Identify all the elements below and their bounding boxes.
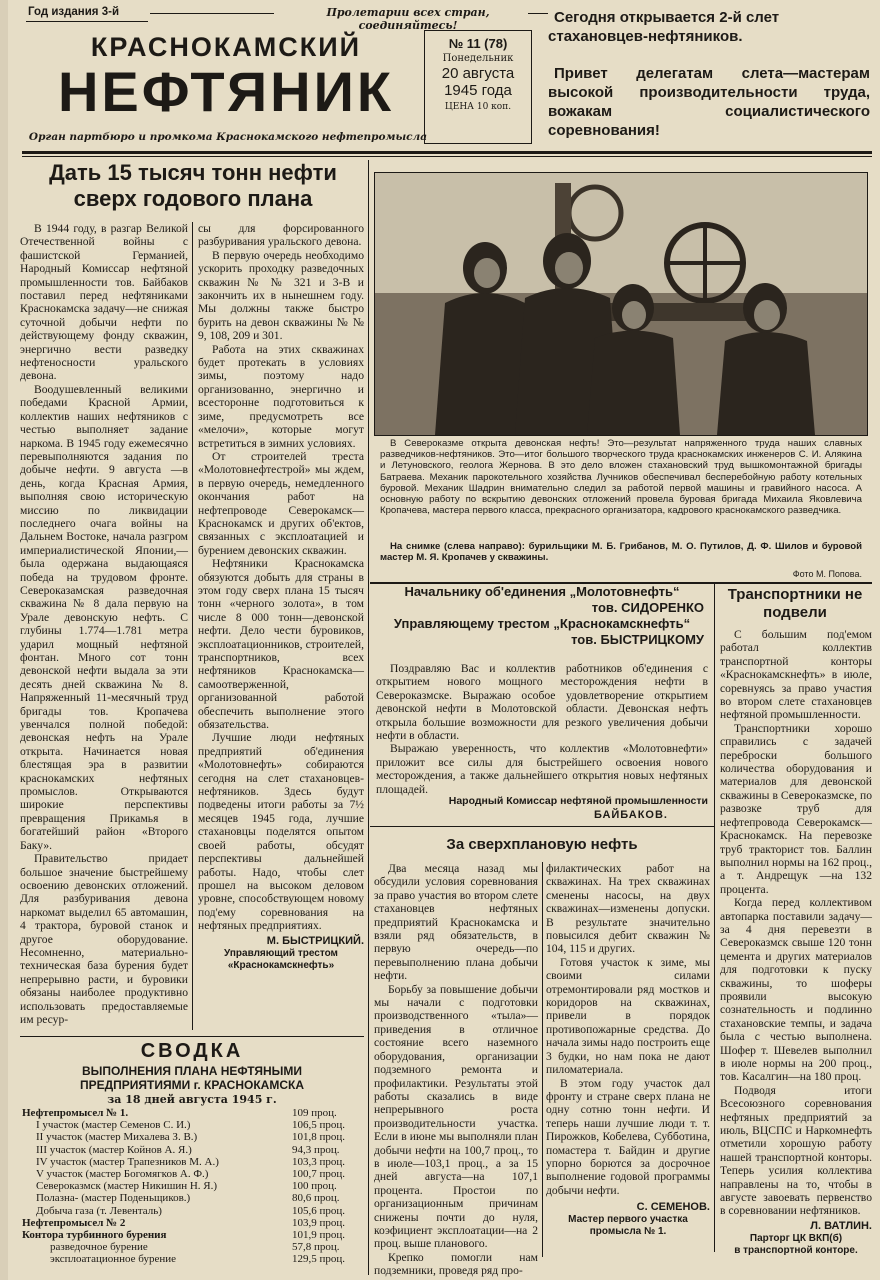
overplan-column-1 (374, 862, 538, 1278)
rule (528, 13, 548, 14)
summary-row-value: 106,5 проц. (292, 1119, 346, 1132)
telegram-to-2-name: тов. БЫСТРИЦКОМУ (571, 632, 704, 647)
summary-row-value: 57,8 проц. (292, 1241, 340, 1254)
summary-row-value: 100 проц. (292, 1180, 337, 1193)
newspaper-title-main: НЕФТЯНИК (57, 60, 395, 123)
overplan-paragraph: Два месяца назад мы обсудили условия соревнования за право участия во втором слете стахановцев нефтяных предприятий Краснокамска и взяли ряд обязательств, в первую очередь—по перевыполнению плана добычи нефти. (374, 862, 538, 983)
telegram-sender-name: БАЙБАКОВ. (593, 809, 668, 821)
summary-row-value: 129,5 проц. (292, 1253, 346, 1266)
summary-row (22, 1180, 362, 1192)
newspaper-page (8, 0, 880, 1280)
summary-row-label: Североказмск (мастер Никишин Н. Я.) (36, 1180, 218, 1193)
summary-row (22, 1107, 362, 1119)
lead-headline: Дать 15 тысяч тонн нефти сверх годового плана (49, 160, 337, 211)
overplan-signature-org: промысла № 1. (589, 1226, 667, 1238)
summary-row-label: Контора турбинного бурения (22, 1229, 167, 1242)
summary-row-label: V участок (мастер Богомягков А. Ф.) (36, 1168, 209, 1181)
column-rule (368, 160, 369, 1275)
lead-paragraph: В первую очередь необходимо ускорить проходку разведочных скважин № № 321 и 3-В и закончить их в нынешнем году. Мы должны также быстро бурить на девон скважины № № 9, 108, 209 и 301. (198, 248, 364, 343)
summary-row-value: 101,9 проц. (292, 1229, 346, 1242)
summary-row-label: Полазна- (мастер Поденьщиков.) (36, 1192, 191, 1205)
summary-row (22, 1253, 362, 1265)
summary-row (22, 1192, 362, 1204)
photo-illustration (375, 173, 867, 435)
transport-paragraph: С большим под'емом работал коллектив транспортной конторы «Краснокамскнефть» в июле, соревнуясь за право участия во втором слете стахановцев нефтяной промышленности. (720, 628, 872, 722)
masthead-rule-thin (22, 156, 872, 157)
lead-paragraph: От строителей треста «Молотовнефтестрой» мы ждем, в первую очередь, немедленного окончания работ на нефтепроводе Северокамск—Краснокамск и других об'ектов, связанных с эксплоатацией и бурением девонских скважин. (198, 449, 364, 557)
overplan-signature: С. СЕМЕНОВ. (636, 1201, 710, 1214)
summary-row-value: 109 проц. (292, 1107, 337, 1119)
overplan-paragraph: Крепко помогли нам подземники, проведя ряд про- (374, 1250, 538, 1278)
issue-box (424, 30, 532, 144)
transport-paragraph: Когда перед коллективом автопарка поставили задачу—за 4 дня перевезти в Североказмск свыше 120 тонн цемента и других материалов для подготовки к пуску скважины, то шоферы проявили высокую сознательность и подлинно стахановские темпы, и задача была с честью выполнена. Шофер т. Шевелев выполнил в июле нормы на 200 проц., тов. Касалгин—на 180 проц. (720, 896, 872, 1084)
summary-row (22, 1144, 362, 1156)
overplan-signature-title: Мастер первого участка (568, 1214, 688, 1226)
summary-row-label: Нефтепромысел № 1. (22, 1107, 129, 1119)
issue-number: № 11 (78) (448, 36, 508, 51)
lead-paragraph: Лучшие люди нефтяных предприятий об'единения «Молотовнефть» собираются сегодня на слет стахановцев-нефтяников. Здесь будут подведены итоги работы за 7½ месяцев 1945 года, лучшие стахановцы поделятся опытом своей работы, обсудят перспективы дальнейшей работы. Надо, чтобы слет прошел на высоком деловом уровне, способствующем новому под'ему соревнования на нефтяных предприятиях. (198, 731, 364, 933)
transport-body (720, 628, 872, 1257)
masthead-rule (22, 151, 872, 154)
issue-date: 20 августа (441, 65, 515, 82)
summary-table (22, 1107, 362, 1266)
telegram-sender-title: Народный Комиссар нефтяной промышленности (448, 795, 708, 807)
lead-paragraph: Нефтяники Краснокамска обязуются добыть для страны в этом году сверх плана 15 тысяч тонн «черного золота», в том числе 8 000 тонн—девонской нефти. Дело чести буровиков, эксплоатационников, строителей, транспортников, всех нефтяников Краснокамска—самоотверженной, организованной работой обеспечить выполнение этого обязательства. (198, 557, 364, 732)
summary-row-value: 103,3 проц. (292, 1155, 346, 1168)
overplan-paragraph: филактических работ на скважинах. На трех скважинах сменены насосы, на двух скважинах—изменены допуски. В результате значительно повысился дебит скважин № 104, 115 и других. (546, 862, 710, 956)
lead-paragraph: В 1944 году, в разгар Великой Отечественной войны с фашистской Германией, Народный Комиссар нефтяной промышленности тов. Байбаков поставил перед нефтяниками Краснокамска задачу—не снижая суточной добычи нефти по действующему фонду скважин, энергично вести разведку нефтеносности уральского девона. (20, 222, 188, 383)
summary-row-label: III участок (мастер Койнов А. Я.) (36, 1143, 192, 1156)
announcement-greeting: Привет делегатам слета—мастерам высокой производительности труда, вожакам социалистического соревнования! (548, 65, 870, 139)
summary-row-label: эксплоатационное бурение (50, 1253, 177, 1266)
slogan: Пролетарии всех стран, соединяйтесь! (326, 6, 490, 32)
summary-row-value: 105,6 проц. (292, 1204, 346, 1217)
summary-subtitle-2: ПРЕДПРИЯТИЯМИ г. КРАСНОКАМСКА (79, 1078, 304, 1092)
lead-paragraph: Воодушевленный великими победами Красной Армии, коллектив наших нефтяников с честью выполняет задание наркома. В 1945 году ежемесячно перевыполняются задания по добыче нефти. 9 августа —в день, когда Красная Армия, выполняя свою историческую миссию по ликвидации последнего очага войны на Дальнем Востоке, начала разгром империалистической Японии,—была одержана выдающаяся победа на трудовом фронте. Североказамская разведочная скважина № 8 дала первую на Урале девонскую нефть. С глубины 1.774—1.781 метра ударил мощный нефтяной фонтан. Много сот тонн девонской нефти выдала за эти десять дней скважина № 8. Напряженный 11-месячный труд бригады тов. Кропачева увенчался полной победой: девонская нефть на Урале открыта. Начинается новая блестящая эра в развитии краснокамских нефтяных промыслов. Открываются широкие перспективы превращения Прикамья в богатейший район «Второго Баку». (20, 382, 188, 852)
summary-row (22, 1217, 362, 1229)
lead-signature: М. БЫСТРИЦКИЙ. (266, 934, 364, 947)
summary-row-value: 103,9 проц. (292, 1216, 346, 1229)
summary-row-label: разведочное бурение (50, 1241, 148, 1254)
summary-row (22, 1205, 362, 1217)
issue-year: 1945 года (444, 82, 512, 99)
overplan-paragraph: В этом году участок дал фронту и стране сверх плана не одну сотню тонн нефти. И теперь наши лучшие люди т. т. Пирожков, Кобелева, Субботина, помастера т. Байдин и другие упорно борются за досрочное выполнение годовой программы добычи нефти. (546, 1076, 710, 1197)
transport-signature: Л. ВАТЛИН. (810, 1219, 872, 1232)
telegram-to-1-name: тов. СИДОРЕНКО (591, 600, 704, 615)
telegram-to-1: Начальнику об'единения „Молотовнефть“ (404, 584, 680, 599)
transport-paragraph: Подводя итоги Всесоюзного соревнования нефтяных предприятий за июль, ВЦСПС и Наркомнефть отметили хорошую работу нашей транспортной конторы. Теперь усилия коллектива направлены на то, чтобы в августе завоевать первенство в соревновании нефтяников. (720, 1083, 872, 1218)
overplan-headline: За сверхплановую нефть (446, 836, 638, 853)
lead-signature-org: «Краснокамскнефть» (227, 959, 335, 971)
photo-drillers (374, 172, 868, 436)
photo-caption: В Североказме открыта девонская нефть! Это—результат напряженного труда наших славных разведчиков-нефтяников. Это—итог большого творческого труда краснокамских инженеров С. И. Алякина и Летуновского, геолога Жернова. В это дело вложен стахановский труд вышкомонтажной бригады Батраева. Механик парокотельного хозяйства Лучников обеспечивал бесперебойную работу котельных буровой. Механик Шадрин внимательно следил за работой первой машины и гравийного насоса. А основную работу по вскрытию девонских отложений провела буровая бригада Михаила Яковлевича Кропачева, мастера первого класса, прекрасного организатора, кадрового краснокамского разведчика. (380, 438, 862, 517)
lead-column-1 (20, 222, 188, 1026)
newspaper-title-top: КРАСНОКАМСКИЙ (90, 32, 362, 62)
telegram-paragraph: Поздравляю Вас и коллектив работников об'единения с открытием нового мощного месторождения нефти в Североказмске. Выражаю особое удовлетворение открытием девонской нефти в Молотовской области. Девонская нефть открыла большие возможности для резкого увеличения добычи нефти в области. (376, 662, 708, 743)
rule (370, 826, 714, 827)
announcement-rally: Сегодня открывается 2-й слет стахановцев-нефтяников. (548, 9, 780, 45)
summary-period: за 18 дней августа 1945 г. (107, 1093, 277, 1106)
edition-year: Год издания 3-й (28, 6, 120, 18)
rule (150, 13, 274, 14)
column-rule (714, 584, 715, 1252)
summary-row-label: Нефтепромысел № 2 (22, 1216, 126, 1229)
lead-signature-title: Управляющий трестом (224, 947, 338, 959)
rule (20, 1036, 364, 1037)
telegram-paragraph: Выражаю уверенность, что коллектив «Молотовнефти» приложит все силы для быстрейшего освоения нового месторождения, а также дальнейшего открытия новых нефтяных площадей. (376, 742, 708, 796)
column-rule (192, 222, 193, 1030)
photo-credit: Фото М. Попова. (792, 569, 862, 579)
price: ЦЕНА 10 коп. (444, 102, 512, 112)
summary-row (22, 1229, 362, 1241)
summary-row (22, 1119, 362, 1131)
summary-row-label: I участок (мастер Семенов С. И.) (36, 1119, 191, 1132)
summary-row-label: Добыча газа (т. Левенталь) (36, 1204, 162, 1217)
summary-row (22, 1156, 362, 1168)
summary-row-label: II участок (мастер Михалева З. В.) (36, 1131, 198, 1144)
summary-row (22, 1131, 362, 1143)
summary-row-label: IV участок (мастер Трапезников М. А.) (36, 1155, 219, 1168)
overplan-column-2 (546, 862, 710, 1238)
telegram-body (376, 662, 708, 796)
photo-caption-names: На снимке (слева направо): бурильщики М. Б. Грибанов, М. О. Путилов, Д. Ф. Шилов и буровой мастер М. Я. Кропачев у скважины. (380, 541, 862, 564)
lead-paragraph: Работа на этих скважинах будет протекать в условиях зимы, поэтому надо организованно, энергично и всесторонне подготовиться к зиме, предусмотреть все «мелочи», которые могут встретиться в зимних условиях. (198, 342, 364, 450)
summary-row-value: 101,8 проц. (292, 1131, 346, 1144)
transport-headline: Транспортники не подвели (727, 586, 863, 621)
summary-subtitle-1: ВЫПОЛНЕНИЯ ПЛАНА НЕФТЯНЫМИ (81, 1064, 303, 1078)
organ-line: Орган партбюро и промкома Краснокамского нефтепромысла (28, 131, 428, 143)
lead-column-2 (198, 222, 364, 972)
summary-title: СВОДКА (140, 1040, 244, 1062)
transport-paragraph: Транспортники хорошо справились с задачей переброски большого количества оборудования и материалов для девонской скважины в Североказмске, по развозке труб для нефтепровода Северокамск—Краснокамск. На перевозке труб тракторист тов. Баллин выполнил нормы на 162 проц., а т. Андрещук —на 132 процента. (720, 721, 872, 896)
telegram-heading (374, 584, 710, 648)
summary-row-value: 100,7 проц. (292, 1168, 346, 1181)
overplan-paragraph: Готовя участок к зиме, мы своими силами отремонтировали ряд мостков и коридоров на скважинах, привели в порядок противопожарные средства. До начала зимы надо построить еще 3 будки, но нам пока не дают пиломатериала. (546, 955, 710, 1077)
rule (26, 21, 148, 22)
lead-paragraph: Правительство придает большое значение быстрейшему освоению девонских отложений. Для разбуривания девона наркомат выделил 65 автомашин, 4 трактора, буровой станок и другое оборудование. Несомненно, материально-техническая база бурения будет непрерывно расти, и буровики обязаны наиболее продуктивно использовать предоставляемые им ресур- (20, 852, 188, 1026)
telegram-to-2: Управляющему трестом „Краснокамскнефть“ (393, 616, 691, 631)
lead-paragraph: сы для форсированного разбуривания уральского девона. (198, 222, 364, 249)
transport-signature-org: в транспортной конторе. (734, 1244, 858, 1256)
weekday: Понедельник (442, 53, 514, 64)
summary-row-value: 94,3 проц. (292, 1143, 340, 1156)
summary-row (22, 1241, 362, 1253)
column-rule (542, 862, 543, 1257)
transport-signature-title: Парторг ЦК ВКП(б) (749, 1232, 843, 1244)
summary-row (22, 1168, 362, 1180)
summary-row-value: 80,6 проц. (292, 1192, 340, 1205)
overplan-paragraph: Борьбу за повышение добычи мы начали с подготовки производственного «тыла»—приведения в отличное состояние всего наземного оборудования, организации подземного ремонта и профилактики. Результаты этой работы сказались в виде непрерывного роста производительности участка. Если в июне мы выполняли план добычи нефти на 100,7 проц., то в июле—103,1 проц., а за 15 дней августа—на 107,1 процента. Простои по организационным причинам снижены почти до нуля, коэфициент эксплоатации—на 2 проц. выше планового. (374, 982, 538, 1251)
